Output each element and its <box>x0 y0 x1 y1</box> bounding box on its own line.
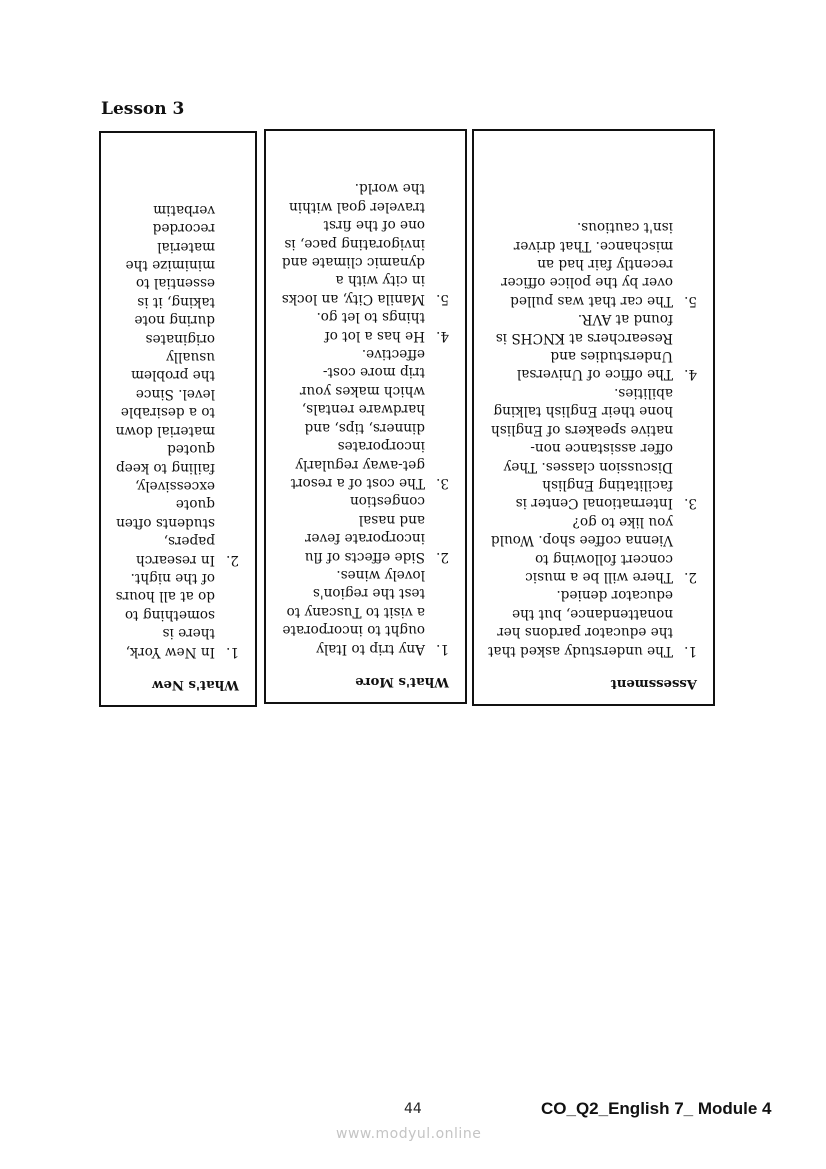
list-item <box>280 492 451 566</box>
assessment-heading: Assessment <box>610 676 697 691</box>
item-text: Any trip to Italy ought to incorporate a visit to Tuscany to test the region's lovely wines. <box>282 566 425 657</box>
item-text: International Center is facilitating English Discussion classes. They offer assistance non-native speakers of English hone their English talking abilities. <box>491 384 673 512</box>
list-item <box>115 200 241 568</box>
item-number: 1. <box>226 643 239 660</box>
list-item <box>488 218 699 310</box>
item-text: There will be a music concert following to Vienna coffee shop. Would you like to go? <box>490 513 673 585</box>
item-number: 5. <box>684 292 697 309</box>
page-number: 44 <box>404 1101 422 1117</box>
list-item <box>488 384 699 513</box>
assessment-rotated-content <box>474 131 713 704</box>
item-text: Manila City, an locks in city with a dynamic climate and invigorating pace, is one of the first traveler goal within the world. <box>281 180 425 307</box>
item-text: The car that was pulled over by the police officer recently fair had an mischance. That driver isn't cautious. <box>501 219 673 309</box>
module-label: CO_Q2_English 7_ Module 4 <box>541 1099 772 1118</box>
list-item <box>280 566 451 658</box>
item-text: He has a lot of things to let go. <box>316 309 425 344</box>
assessment-list <box>488 218 699 660</box>
whats-new-box <box>99 131 257 707</box>
item-number: 5. <box>436 290 449 307</box>
list-item <box>488 310 699 384</box>
item-text: Side effects of flu incorporate fever and nasal congestion <box>304 493 425 565</box>
item-number: 4. <box>684 366 697 383</box>
item-text: In research papers, students often quote excessively, failing to keep quoted material down to a desirable level. Since the problem usually originates during note taking, it is essential to minimize the material recorded verbatim <box>115 201 215 568</box>
item-text: The office of Universal Understudies and Researchers at KNCHS is found at AVR. <box>495 311 673 383</box>
watermark: www.modyul.online <box>336 1126 482 1142</box>
whats-new-rotated-content <box>101 133 255 705</box>
item-number: 2. <box>226 551 239 568</box>
whats-new-heading: What's New <box>152 677 239 692</box>
whats-more-heading: What's More <box>355 674 449 689</box>
item-number: 2. <box>436 548 449 565</box>
item-text: In New York, there is something to do at all hours of the night. <box>115 569 215 660</box>
list-item <box>280 345 451 492</box>
list-item <box>115 569 241 661</box>
whats-more-list <box>280 179 451 658</box>
whats-more-rotated-content <box>266 131 465 702</box>
item-number: 2. <box>684 568 697 585</box>
list-item <box>488 512 699 586</box>
assessment-box <box>472 129 715 706</box>
lesson-title: Lesson 3 <box>101 99 185 119</box>
item-number: 1. <box>436 640 449 657</box>
item-number: 4. <box>436 327 449 344</box>
whats-more-box <box>264 129 467 704</box>
item-number: 1. <box>684 642 697 659</box>
list-item <box>280 179 451 308</box>
list-item <box>488 586 699 660</box>
whats-new-list <box>115 200 241 660</box>
item-number: 3. <box>684 495 697 512</box>
item-number: 3. <box>436 474 449 491</box>
item-text: The cost of a resort get-away regularly incorporates dinners, tips, and hardware rentals, which makes your trip more cost-effective. <box>290 346 425 491</box>
item-text: The understudy asked that the educator pardons her nonattendance, but the educator denied. <box>487 587 673 659</box>
list-item <box>280 308 451 345</box>
